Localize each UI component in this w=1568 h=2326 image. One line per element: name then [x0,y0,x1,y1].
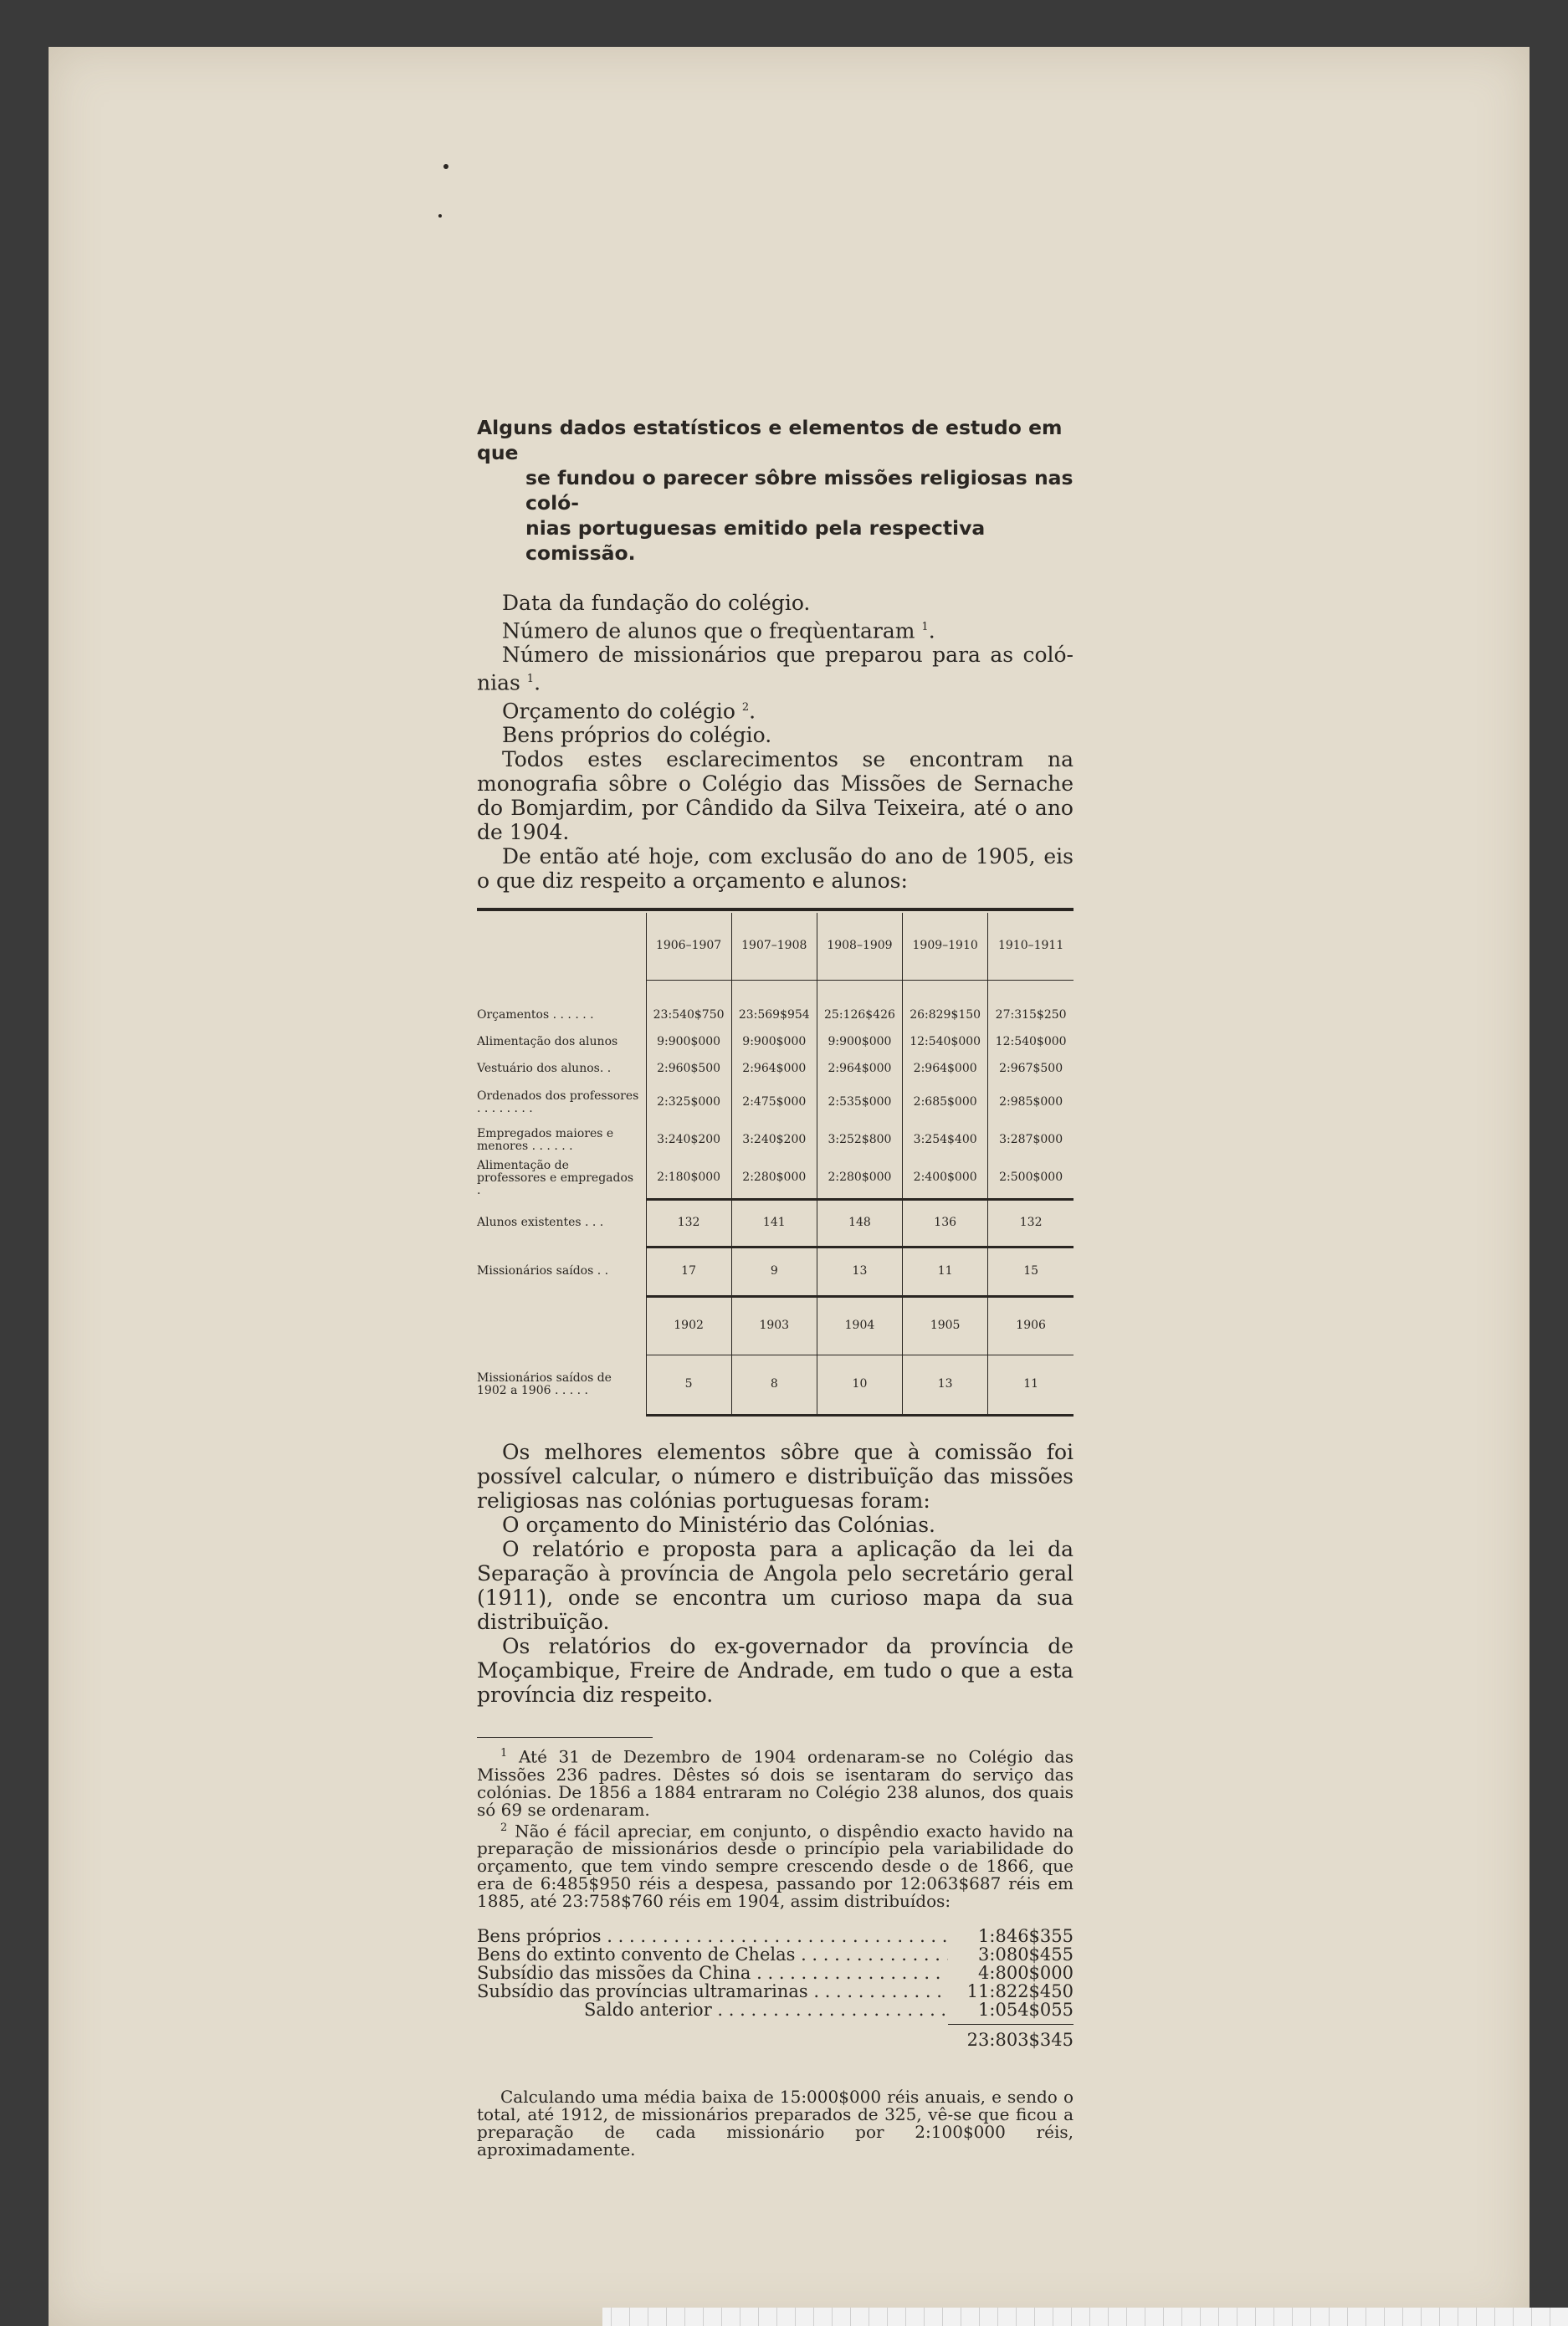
table-header-cell: 1909–1910 [903,913,988,981]
paragraph: Os melhores elementos sôbre que à comissão foi possível calcular, o número e distribuïção das missões religiosas nas colónias portuguesas foram: [477,1439,1074,1513]
closing-paragraph: Calculando uma média baixa de 15:000$000 réis anuais, e sendo o total, até 1912, de missionários preparados de 325, vê-se que ficou a preparação de cada missionário por 2:100$000 réis, aproximadamente. [477,2087,1074,2160]
statistics-table [477,913,1074,1417]
account-total: 23:803$345 [948,2024,1074,2050]
table-row: Alimentação dos alunos 9:900$000 9:900$000 9:900$000 12:540$000 12:540$000 [477,1029,1074,1056]
account-row: Bens próprios . . . 1:846$355 [477,1927,1074,1945]
ink-speck [438,214,442,218]
table-row: Ordenados dos professores . . . . . . . . 2:325$000 2:475$000 2:535$000 2:685$000 2:985$000 [477,1083,1074,1123]
table-row-missionarios: Missionários saídos . . 17 9 13 11 15 [477,1247,1074,1296]
document-title: Alguns dados estatísticos e elementos de estudo em que se fundou o parecer sôbre missões religiosas nas coló- nias portuguesas emitido pela respectiva comissão. [477,416,1074,565]
table-row-alunos: Alunos existentes . . . 132 141 148 136 132 [477,1199,1074,1247]
table-header-cell: 1906–1907 [646,913,731,981]
items-list [477,591,1074,893]
item-line: Orçamento do colégio $^2$. [502,698,756,723]
document-content [477,415,1074,2159]
account-row: Subsídio das províncias ultramarinas . . . 11:822$450 [477,1982,1074,2001]
table-header-row-2: 1902 1903 1904 1905 1906 [477,1296,1074,1355]
footnote-2: $^2$ Não é fácil apreciar, em conjunto, o dispêndio exacto havido na preparação de missionários desde o princípio pela variabilidade do orçamento, que tem vindo sempre crescendo desde o de 1866, que era de 6:485$950 réis a despesa, passando por 12:063$687 réis em 1885, até 23:758$760 réis em 1904, assim distribuídos: [477,1821,1074,1912]
table-top-rule [477,908,1074,911]
footnote-1: $^1$ Até 31 de Dezembro de 1904 ordenaram-se no Colégio das Missões 236 padres. Dêstes só dois se isentaram do serviço das colónias. De 1856 a 1884 entraram no Colégio 238 alunos, dos quais só 69 se ordenaram. [477,1746,1074,1820]
item-line: Número de missionários que preparou para as coló-nias $^1$. [477,643,1074,695]
paragraph: O orçamento do Ministério das Colónias. [502,1512,935,1537]
account-row: Bens do extinto convento de Chelas . . . 3:080$455 [477,1945,1074,1964]
account-row: Saldo anterior . . . 1:054$055 [477,2001,1074,2019]
item-line: Bens próprios do colégio. [502,722,772,747]
table-header-cell: 1907–1908 [731,913,817,981]
account-row: Subsídio das missões da China . . . 4:800$000 [477,1964,1074,1982]
table-header-cell: 1910–1911 [988,913,1074,981]
table-row: Orçamentos . . . . . . 23:540$750 23:569$954 25:126$426 26:829$150 27:315$250 [477,1002,1074,1029]
footnote-rule [477,1737,653,1738]
table-header-row [477,913,1074,981]
item-line: Número de alunos que o freqùentaram $^1$. [502,618,935,643]
account-table [477,1927,1074,2050]
intro-paragraph: De então até hoje, com exclusão do ano de 1905, eis o que diz respeito a orçamento e alunos: [477,843,1074,893]
after-table-text [477,1440,1074,1707]
paragraph: Os relatórios do ex-governador da província de Moçambique, Freire de Andrade, em tudo o que a esta província diz respeito. [477,1633,1074,1707]
item-line: Data da fundação do colégio. [502,591,811,615]
ink-speck [443,164,448,169]
table-row: Alimentação de professores e empregados . 2:180$000 2:280$000 2:280$000 2:400$000 2:500$000 [477,1158,1074,1200]
table-header-cell: 1908–1909 [817,913,902,981]
table-row-missionarios-2: Missionários saídos de 1902 a 1906 . . . . . 5 8 10 13 11 [477,1355,1074,1415]
table-row: Empregados maiores e menores . . . . . . 3:240$200 3:240$200 3:252$800 3:254$400 3:287$000 [477,1123,1074,1158]
paragraph: O relatório e proposta para a aplicação da lei da Separação à província de Angola pelo secretário geral (1911), onde se encontra um curioso mapa da sua distribuïção. [477,1536,1074,1634]
table-row: Vestuário dos alunos. . 2:960$500 2:964$000 2:964$000 2:964$000 2:967$500 [477,1056,1074,1083]
intro-paragraph: Todos estes esclarecimentos se encontram na monografia sôbre o Colégio das Missões de Sernache do Bomjardim, por Cândido da Silva Teixeira, até o ano de 1904. [477,746,1074,844]
scan-scale-strip [602,2308,1568,2326]
